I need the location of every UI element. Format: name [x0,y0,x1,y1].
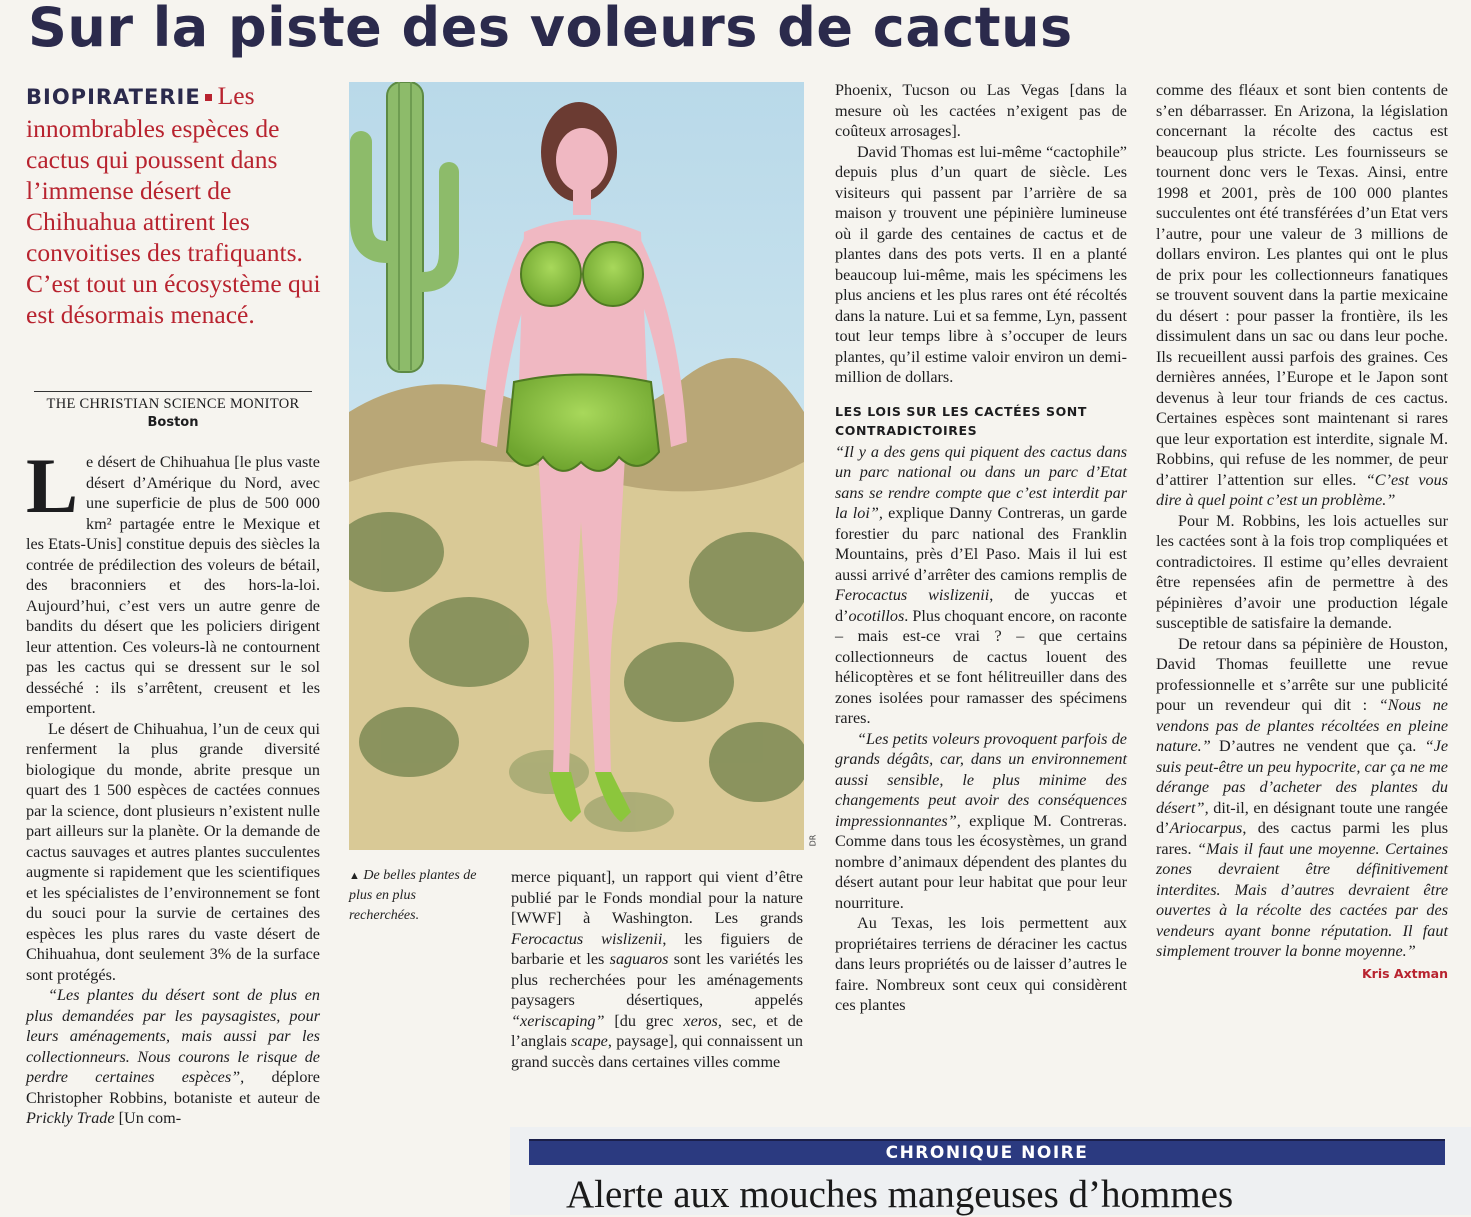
paragraph-text: explique Danny Contreras, un garde forestier du parc national des Franklin Mountains, près d’El Paso. Mais il lui est aussi arrivé d’arrêter des camions remplis de [835,504,1128,584]
lede [26,80,326,330]
paragraph: Pour M. Robbins, les lois actuelles sur les cactées sont à la fois trop compliquées et contradictoires. Il estime qu’elles devraient être repensées afin de permettre à des pépinières d’avoir une production légale susceptible de satisfaire la demande. [1156,511,1448,632]
quote: “Nous ne vendons pas de plantes récoltées en pleine nature.” [1156,696,1448,755]
paragraph [1156,634,1448,962]
term: xeros [683,1011,718,1030]
paragraph-text: explique M. Contreras. Comme dans tous les écosystèmes, un grand nombre d’animaux dépendent des plantes du désert autant pour leur habitat que pour leur nourriture. [835,811,1127,912]
dropcap: L [26,442,79,529]
paragraph [511,867,803,1072]
paragraph [26,985,320,1129]
chronique-headline: Alerte aux mouches mangeuses d’hommes [566,1173,1234,1216]
source-rule [34,391,312,392]
quote: “Les plantes du désert sont de plus en plus demandées par les paysagistes, pour leurs aménagements, mais aussi par les collectionneurs. Nous courons le risque de perdre certaines espèces”, [26,986,320,1086]
column-4 [1156,80,1448,984]
lede-text: Les innombrables espèces de cactus qui poussent dans l’immense désert de Chihuahua attirent les convoitises des trafiquants. C’est tout un écosystème qui est désormais menacé. [26,81,321,329]
paragraph-text: sont les variétés les plus recherchées pour les aménagements paysagers désertiques, appelés [511,950,804,1009]
paragraph [1156,80,1448,511]
paragraph [835,442,1127,729]
paragraph: Au Texas, les lois permettent aux propriétaires terriens de déraciner les cactus dans leurs propriétés ou de laisser d’autres le faire. Nombreux sont ceux qui considèrent ces plantes [835,914,1127,1014]
quote: “Mais il faut une moyenne. Certaines zones devraient être définitivement interdites. Mais d’autres devraient être ouvertes à la récolte des cactées par des vendeurs ayant bonne réputation. Il faut simplement trouver la bonne moyenne.” [1156,839,1449,960]
column-2 [511,867,803,1072]
species-name: Ariocarpus [1169,819,1243,837]
species-name: Ferocactus wislizenii [511,929,663,948]
quote: “Les petits voleurs provoquent parfois de grands dégâts, car, dans un environnement aussi sensible, le plus minime des changements peut avoir des conséquences impressionnantes”, [835,729,1127,830]
paragraph-text: , de yuccas et d’ [835,586,1127,625]
source-city: Boston [147,415,199,430]
quote: “Il y a des gens qui piquent des cactus dans un parc national ou dans un parc d’Etat sans se rendre compte que c’est interdit par la loi”, [835,442,1127,522]
paragraph-text: e désert de Chihuahua [le plus vaste désert d’Amérique du Nord, avec une superficie de plus de 500 000 km² partagée entre le Mexique et les Etats-Unis] constitue depuis des siècles la contrée de prédilection des voleurs de bétail, des braconniers et des hors-la-loi. Aujourd’hui, c’est vers un autre genre de bandits du désert que les policiers dirigent leur attention. Ces voleurs-là ne contournent pas les cactus qui se dressent sur le sol desséché : ils s’arrêtent, creusent et les emportent. [26,453,320,717]
quote: “Je suis peut-être un peu hypocrite, car ça ne me dérange pas d’acheter des plantes du désert”, [1156,737,1448,817]
kicker: BIOPIRATERIE [26,85,201,109]
source-credit [26,391,320,430]
source-paper: THE CHRISTIAN SCIENCE MONITOR [46,396,300,412]
article-headline: Sur la piste des voleurs de cactus [28,0,1073,59]
book-title: Prickly Trade [26,1109,115,1127]
paragraph-text: merce piquant], un rapport qui vient d’être publié par le Fonds mondial pour la nature [WWF] à Washington. Les grands [511,868,803,927]
paragraph-text: , des cactus parmi les plus rares. [1156,819,1448,858]
paragraph-text: , paysage], qui connaissent un grand succès dans certaines villes comme [511,1032,803,1071]
paragraph-text: comme des fléaux et sont bien contents de s’en débarrasser. En Arizona, la législation concernant la récolte des cactus est beaucoup plus stricte. Les fournisseurs se tournent donc vers le Texas. Ainsi, entre 1998 et 2001, près de 100 000 plantes succulentes ont été transférées d’un Etat vers l’autre, pour une valeur de 3 millions de dollars environ. Les plantes qui ont le plus de prix pour les collectionneurs fanatiques se trouvent souvent dans la partie mexicaine du désert : pour passer la frontière, ils les dissimulent dans un sac ou dans leur poche. Ils recueillent aussi parfois des graines. Ces dernières années, l’Europe et le Japon sont devenus à leur tour friands de ces cactus. Certaines espèces sont maintenant si rares que leur exportation est interdite, signale M. Robbins, qui refuse de les nommer, de peur d’attirer l’attention sur elles. [1156,81,1448,489]
chronique-banner [529,1139,1445,1165]
paragraph: Le désert de Chihuahua, l’un de ceux qui renferment la plus grande diversité biologique du monde, abrite presque un quart des 1 500 espèces de cactées connues par la science, dont plusieurs n’existent nulle part ailleurs sur la planète. Or la demande de cactus sauvages et autres plantes succulentes augmente si rapidement que les scientifiques et les spécialistes de l’environnement se font du souci pour la survie de certaines des espèces les plus rares du vaste désert de Chihuahua, dont seulement 3% de la surface sont protégés. [26,719,320,984]
caption-text: De belles plantes de plus en plus recherchées. [349,868,477,923]
paragraph-text: dit-il, en désignant toute une rangée d’ [1156,798,1448,837]
species-name: saguaros [609,950,669,968]
paragraph-text: , les figuiers de barbarie et les [511,929,803,968]
species-name: ocotillos [848,606,905,625]
subheading: LES LOIS SUR LES CACTÉES SONT CONTRADICTOIRES [835,403,1087,438]
paragraph-text: [Un com- [114,1109,182,1127]
column-1 [26,442,320,1129]
paragraph: Phoenix, Tucson ou Las Vegas [dans la mesure où les cactées n’exigent pas de coûteux arrosages]. [835,81,1127,140]
quote: “C’est vous dire à quel point c’est un problème.” [1156,470,1449,509]
photo-caption [349,866,479,926]
paragraph-text: déplore Christopher Robbins, botaniste et auteur de [26,1068,320,1107]
paragraph-text: D’autres ne vendent que ça. [1210,737,1425,755]
paragraph-text: [du grec [604,1011,684,1030]
kicker-square-icon [205,94,212,101]
column-3 [835,80,1127,1016]
paragraph [26,442,320,719]
photo-illustration [349,82,804,850]
paragraph-text: , sec, et de l’anglais [511,1011,803,1050]
term: “xeriscaping” [511,1011,605,1030]
paragraph-text: De retour dans sa pépinière de Houston, David Thomas feuillette une revue professionnelle et s’arrête sur une publicité pour un revendeur qui dit : [1156,634,1448,714]
author-signature: Kris Axtman [1362,965,1448,981]
triangle-icon: ▲ [349,870,360,882]
species-name: Ferocactus wislizenii [835,586,990,604]
paragraph [835,729,1127,914]
paragraph-text: . Plus choquant encore, on raconte – mais est-ce vrai ? – que certains collectionneurs de cactus louent des hélicoptères et se font hélitreuiller dans des zones isolées pour ramasser des spécimens rares. [835,606,1127,727]
chronique-label: CHRONIQUE NOIRE [885,1143,1089,1163]
photo-credit: DR [808,834,818,847]
term: scape [571,1032,608,1050]
paragraph: David Thomas est lui-même “cactophile” depuis plus d’un quart de siècle. Les visiteurs qui passent par l’arrière de sa maison y trouvent une pépinière lumineuse où il garde des centaines de cactus et de plantes dans des pots verts. Il en a planté beaucoup lui-même, mais les spécimens les plus anciens et les plus rares ont été récoltés dans la nature. Lui et sa femme, Lyn, passent tout leur temps libre à s’occuper de leurs plantes, qu’il estime valoir environ un demi-million de dollars. [835,142,1127,386]
article-photo [349,82,804,850]
